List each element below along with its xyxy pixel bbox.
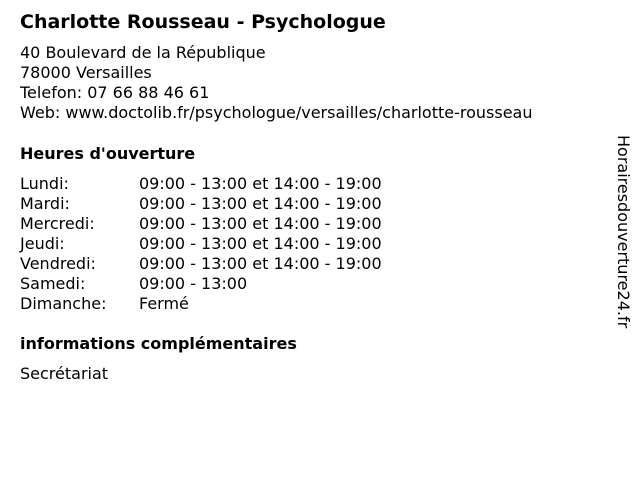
opening-hours-table bbox=[20, 174, 440, 314]
website-link[interactable]: Web: www.doctolib.fr/psychologue/versailles/charlotte-rousseau bbox=[20, 103, 533, 122]
street-address: 40 Boulevard de la République bbox=[20, 43, 266, 62]
hours-row-saturday bbox=[20, 274, 440, 294]
day-label: Mardi: bbox=[20, 194, 70, 213]
time-range: 09:00 - 13:00 et 14:00 - 19:00 bbox=[139, 174, 382, 193]
hours-row-sunday bbox=[20, 294, 440, 314]
additional-info-heading: informations complémentaires bbox=[20, 334, 297, 353]
hours-row-wednesday bbox=[20, 214, 440, 234]
hours-row-friday bbox=[20, 254, 440, 274]
day-label: Samedi: bbox=[20, 274, 86, 293]
time-range: 09:00 - 13:00 et 14:00 - 19:00 bbox=[139, 234, 382, 253]
phone-number[interactable]: Telefon: 07 66 88 46 61 bbox=[20, 83, 210, 102]
time-range: 09:00 - 13:00 et 14:00 - 19:00 bbox=[139, 194, 382, 213]
hours-row-tuesday bbox=[20, 194, 440, 214]
hours-row-thursday bbox=[20, 234, 440, 254]
business-title: Charlotte Rousseau - Psychologue bbox=[20, 11, 386, 33]
day-label: Lundi: bbox=[20, 174, 69, 193]
time-range: 09:00 - 13:00 bbox=[139, 274, 248, 293]
address-block bbox=[20, 43, 533, 123]
city-postal: 78000 Versailles bbox=[20, 63, 152, 82]
time-range: 09:00 - 13:00 et 14:00 - 19:00 bbox=[139, 254, 382, 273]
day-label: Dimanche: bbox=[20, 294, 107, 313]
site-watermark: Horairesdouverture24.fr bbox=[614, 135, 633, 329]
hours-row-monday bbox=[20, 174, 440, 194]
opening-hours-heading: Heures d'ouverture bbox=[20, 144, 196, 163]
day-label: Mercredi: bbox=[20, 214, 95, 233]
time-range: 09:00 - 13:00 et 14:00 - 19:00 bbox=[139, 214, 382, 233]
day-label: Jeudi: bbox=[20, 234, 65, 253]
additional-info-text: Secrétariat bbox=[20, 364, 109, 383]
time-range: Fermé bbox=[139, 294, 189, 313]
day-label: Vendredi: bbox=[20, 254, 96, 273]
